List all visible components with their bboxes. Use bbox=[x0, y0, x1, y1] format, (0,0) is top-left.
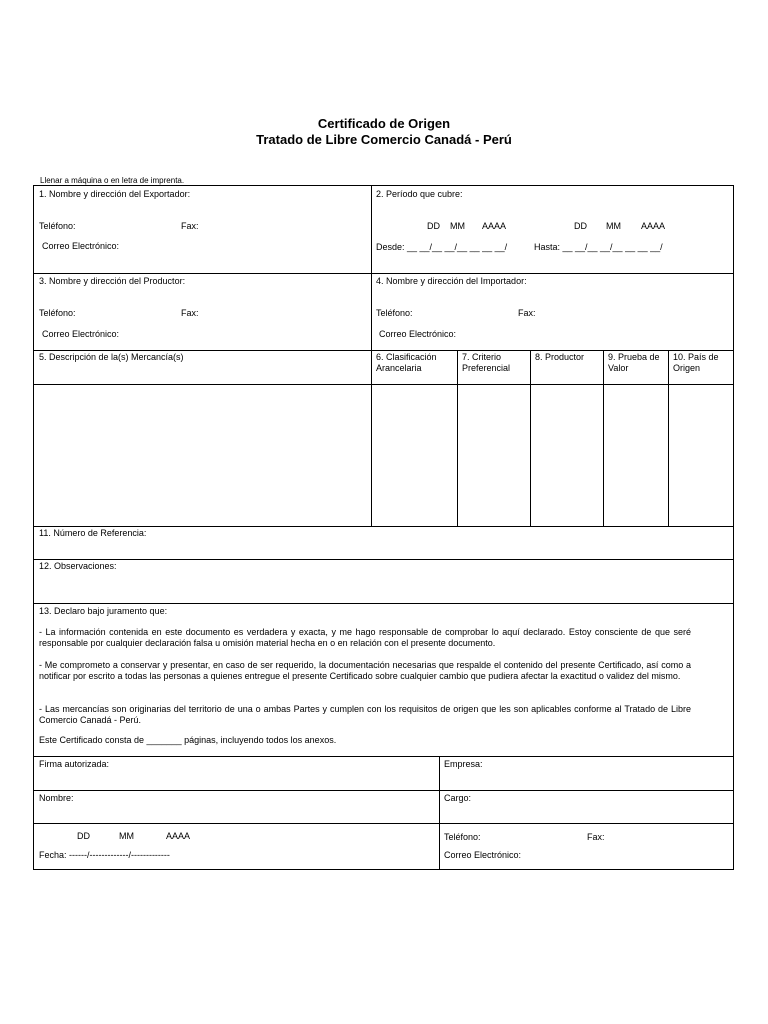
exporter-fax-label: Fax: bbox=[181, 221, 199, 231]
declaration-label: 13. Declaro bajo juramento que: bbox=[39, 606, 168, 616]
declaration-paragraph: - Las mercancías son originarias del territorio de una o ambas Partes y cumplen con los requisitos de origen que les son aplicables conforme al Tratado de Libre Comercio Canadá - Perú. bbox=[39, 704, 691, 725]
country-of-origin-header: 10. País de Origen bbox=[673, 352, 719, 373]
row-divider bbox=[34, 790, 733, 791]
authorized-signature-label: Firma autorizada: bbox=[39, 759, 110, 769]
column-divider bbox=[603, 350, 604, 526]
producer-phone-label: Teléfono: bbox=[39, 308, 76, 318]
document-title: Certificado de Origen bbox=[317, 116, 451, 131]
value-test-header: 9. Prueba de Valor bbox=[608, 352, 660, 373]
column-divider bbox=[439, 756, 440, 870]
producer-email-label: Correo Electrónico: bbox=[42, 329, 120, 339]
period-dd-from: DD bbox=[427, 221, 440, 231]
exporter-phone-label: Teléfono: bbox=[39, 221, 76, 231]
importer-phone-label: Teléfono: bbox=[376, 308, 413, 318]
column-divider bbox=[530, 350, 531, 526]
date-mm: MM bbox=[119, 831, 134, 841]
period-label: 2. Período que cubre: bbox=[376, 189, 463, 199]
certificate-form bbox=[33, 185, 734, 870]
column-divider bbox=[371, 186, 372, 526]
row-divider bbox=[34, 756, 733, 757]
exporter-label: 1. Nombre y dirección del Exportador: bbox=[39, 189, 191, 199]
period-mm-from: MM bbox=[450, 221, 465, 231]
row-divider bbox=[34, 559, 733, 560]
document-subtitle: Tratado de Libre Comercio Canadá - Perú bbox=[256, 132, 512, 147]
row-divider bbox=[34, 350, 733, 351]
position-label: Cargo: bbox=[444, 793, 472, 803]
goods-description-header: 5. Descripción de la(s) Mercancía(s) bbox=[39, 352, 184, 362]
column-divider bbox=[457, 350, 458, 526]
page-count-statement: Este Certificado consta de _______ páginas, incluyendo todos los anexos. bbox=[39, 735, 337, 745]
signer-phone-label: Teléfono: bbox=[444, 832, 481, 842]
preference-criterion-header: 7. Criterio Preferencial bbox=[462, 352, 511, 373]
company-label: Empresa: bbox=[444, 759, 483, 769]
name-label: Nombre: bbox=[39, 793, 74, 803]
period-from-field[interactable]: Desde: __ __/__ __/__ __ __ __/ bbox=[376, 242, 508, 252]
row-divider bbox=[34, 384, 733, 385]
signer-email-label: Correo Electrónico: bbox=[444, 850, 522, 860]
column-divider bbox=[668, 350, 669, 526]
exporter-email-label: Correo Electrónico: bbox=[42, 241, 120, 251]
producer-fax-label: Fax: bbox=[181, 308, 199, 318]
observations-label: 12. Observaciones: bbox=[39, 561, 117, 571]
row-divider bbox=[34, 603, 733, 604]
declaration-paragraph: - La información contenida en este documento es verdadera y exacta, y me hago responsable de comprobar lo aquí declarado. Estoy consciente de que seré responsable por cualquier declaración falsa u omisión material hecha en o en relación con el presente documento. bbox=[39, 627, 691, 648]
period-dd-to: DD bbox=[574, 221, 587, 231]
importer-label: 4. Nombre y dirección del Importador: bbox=[376, 276, 527, 286]
producer-label: 3. Nombre y dirección del Productor: bbox=[39, 276, 186, 286]
period-to-field[interactable]: Hasta: __ __/__ __/__ __ __ __/ bbox=[534, 242, 663, 252]
date-field[interactable]: Fecha: ------/-------------/------------- bbox=[39, 850, 170, 860]
period-aaaa-to: AAAA bbox=[641, 221, 666, 231]
date-dd: DD bbox=[77, 831, 90, 841]
row-divider bbox=[34, 526, 733, 527]
producer-header: 8. Productor bbox=[535, 352, 585, 362]
signer-fax-label: Fax: bbox=[587, 832, 605, 842]
row-divider bbox=[34, 273, 733, 274]
tariff-classification-header: 6. Clasificación Arancelaria bbox=[376, 352, 437, 373]
period-mm-to: MM bbox=[606, 221, 621, 231]
importer-fax-label: Fax: bbox=[518, 308, 536, 318]
row-divider bbox=[34, 823, 733, 824]
date-aaaa: AAAA bbox=[166, 831, 191, 841]
fill-instruction: Llenar a máquina o en letra de imprenta. bbox=[40, 176, 185, 185]
period-aaaa-from: AAAA bbox=[482, 221, 507, 231]
reference-number-label: 11. Número de Referencia: bbox=[39, 528, 147, 538]
declaration-paragraph: - Me comprometo a conservar y presentar, en caso de ser requerido, la documentación necesarias que respalde el contenido del presente Certificado, así como a notificar por escrito a todas las personas a quienes entregue el presente Certificado sobre cualquier cambio que pudiera afectar la exactitud o validez del mismo. bbox=[39, 660, 691, 681]
importer-email-label: Correo Electrónico: bbox=[379, 329, 457, 339]
